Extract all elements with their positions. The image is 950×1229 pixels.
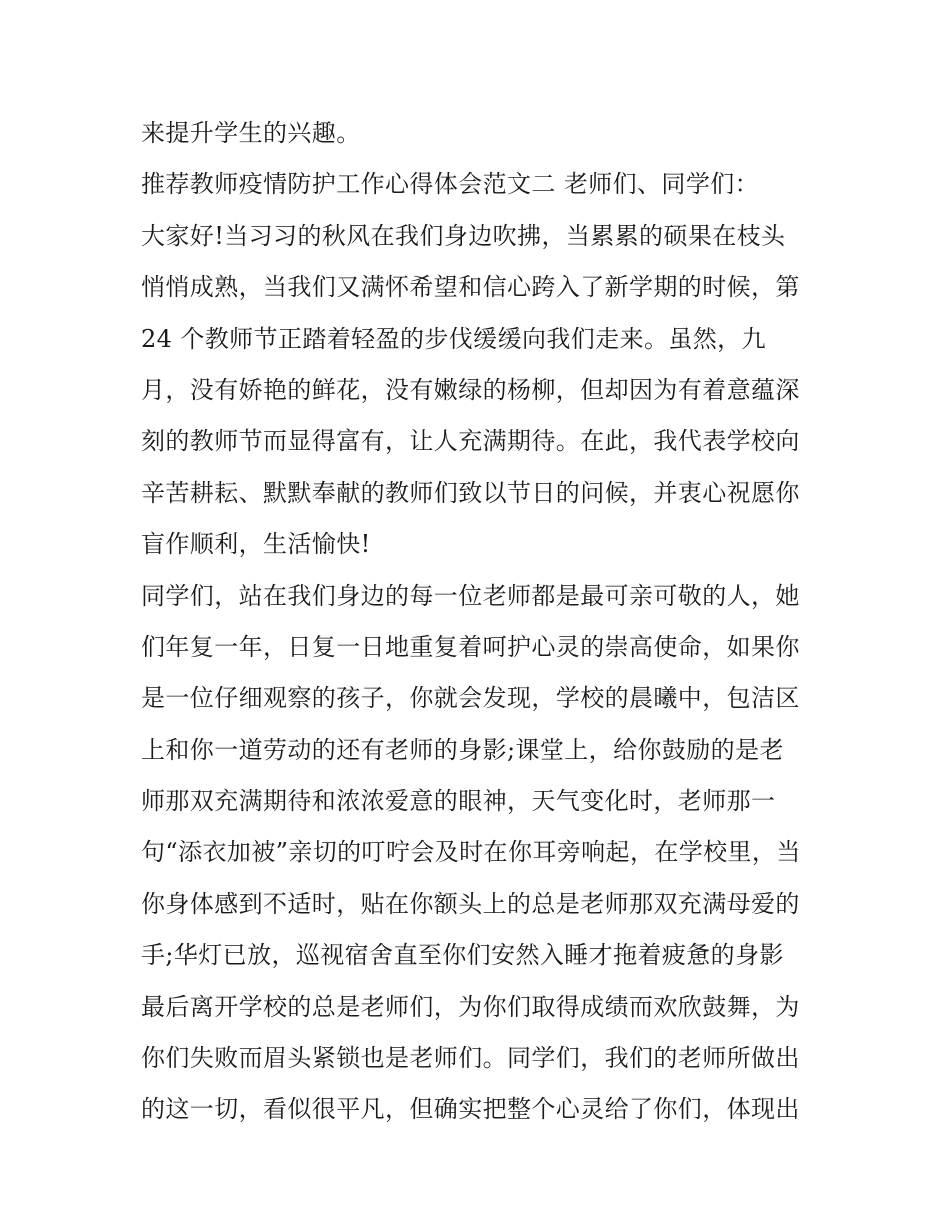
text-line: 是一位仔细观察的孩子，你就会发现，学校的晨曦中，包洁区 bbox=[141, 684, 800, 713]
text-line: 的这一切，看似很平凡，但确实把整个心灵给了你们，体现出 bbox=[141, 1095, 800, 1124]
text-line: 来提升学生的兴趣。 bbox=[141, 119, 361, 147]
text-line: 盲作顺利，生活愉快! bbox=[141, 530, 371, 559]
text-line: 推荐教师疫情防护工作心得体会范文二 老师们、同学们： bbox=[141, 170, 760, 199]
document-body bbox=[141, 108, 821, 1136]
text-line: 你们失败而眉头紧锁也是老师们。同学们，我们的老师所做出 bbox=[141, 1044, 800, 1073]
text-line: 你身体感到不适时，贴在你额头上的总是老师那双充满母爱的 bbox=[141, 889, 800, 918]
text-line: 最后离开学校的总是老师们，为你们取得成绩而欢欣鼓舞，为 bbox=[141, 992, 800, 1021]
text-line: 师那双充满期待和浓浓爱意的眼神，天气变化时，老师那一 bbox=[141, 787, 776, 816]
text-line: 月，没有娇艳的鲜花，没有嫩绿的杨柳，但却因为有着意蕴深 bbox=[141, 375, 800, 404]
text-line: 们年复一年，日复一日地重复着呵护心灵的崇高使命，如果你 bbox=[141, 632, 800, 661]
text-line: 同学们，站在我们身边的每一位老师都是最可亲可敬的人，她 bbox=[141, 581, 800, 610]
text-line: 刻的教师节而显得富有，让人充满期待。在此，我代表学校向 bbox=[141, 427, 800, 456]
text-line: 辛苦耕耘、默默奉献的教师们致以节日的问候，并衷心祝愿你 bbox=[141, 478, 800, 507]
text-line: 24 个教师节正踏着轻盈的步伐缓缓向我们走来。虽然，九 bbox=[141, 324, 766, 353]
text-line: 手;华灯已放，巡视宿舍直至你们安然入睡才拖着疲惫的身影 bbox=[141, 941, 784, 970]
text-line: 悄悄成熟，当我们又满怀希望和信心跨入了新学期的时候，第 bbox=[141, 273, 800, 302]
text-line: 上和你一道劳动的还有老师的身影;课堂上，给你鼓励的是老 bbox=[141, 735, 784, 764]
text-line: 大家好!当习习的秋风在我们身边吹拂，当累累的硕果在枝头 bbox=[141, 221, 786, 250]
text-line: 句“添衣加被”亲切的叮咛会及时在你耳旁响起，在学校里，当 bbox=[141, 838, 801, 867]
